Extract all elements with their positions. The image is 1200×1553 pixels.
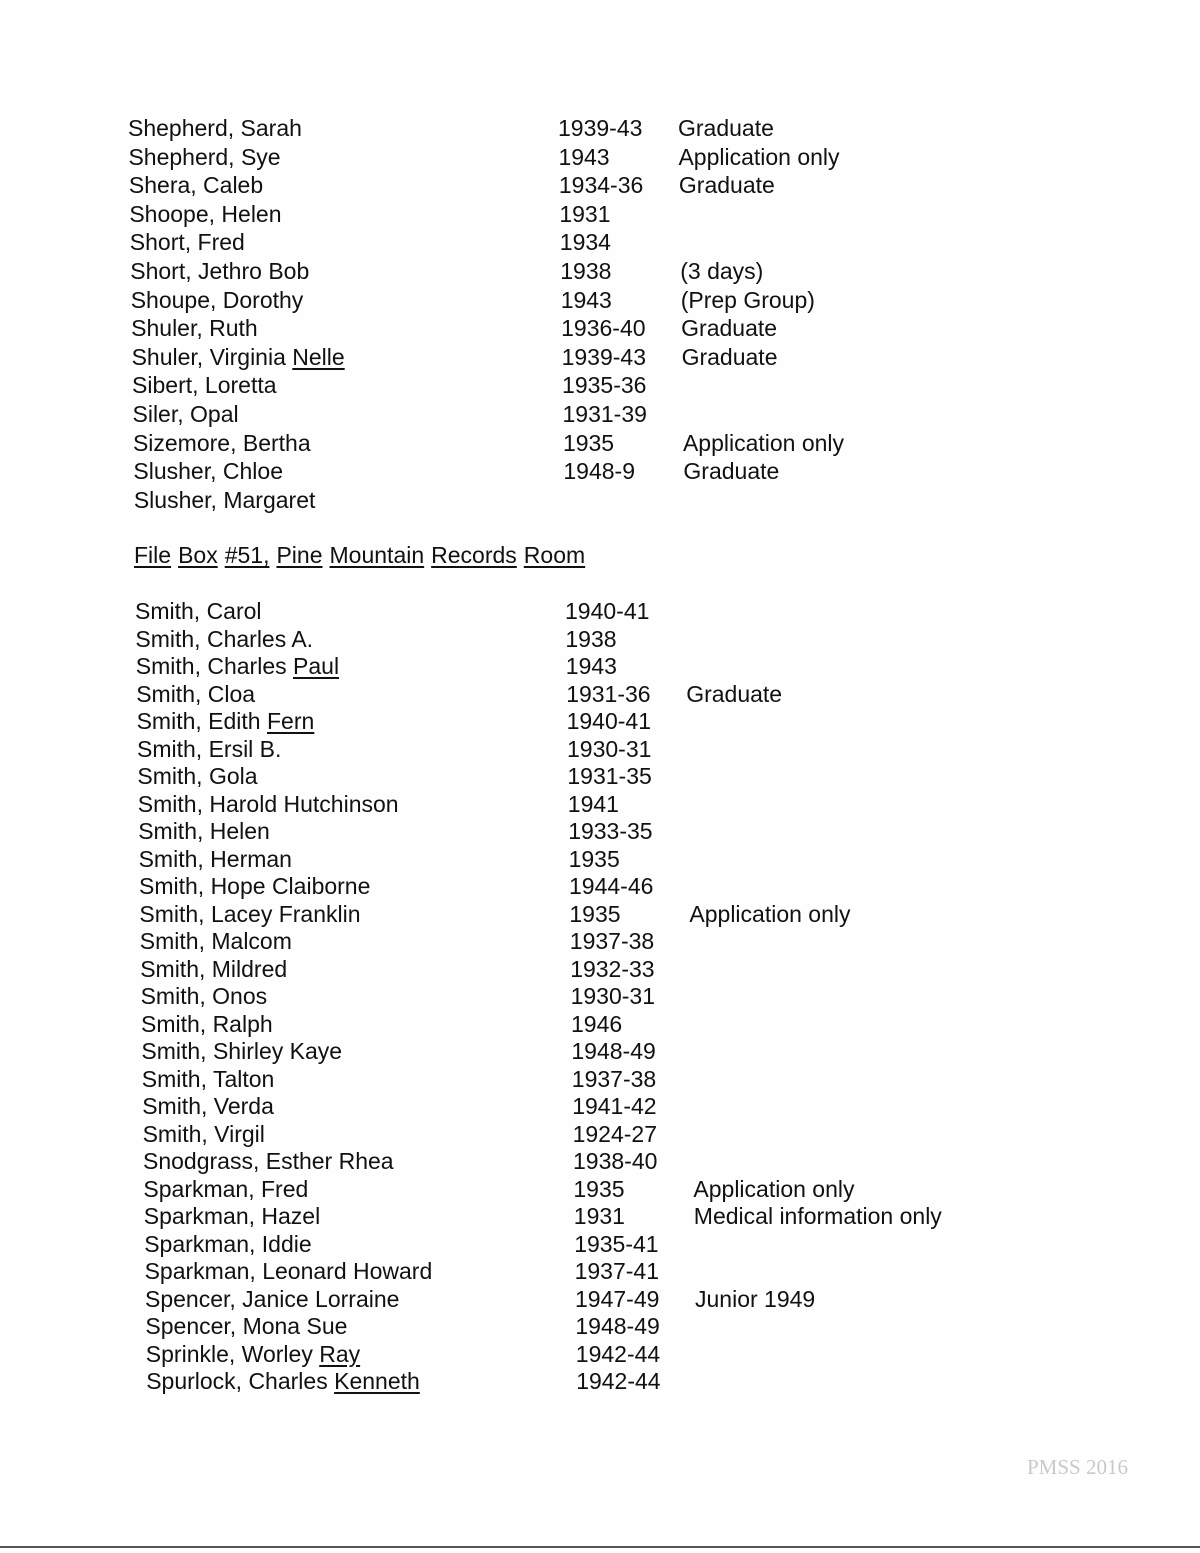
student-name: [132, 343, 345, 371]
student-name: [141, 1037, 342, 1065]
underlined-name: Fern: [266, 708, 315, 734]
underlined-name: Paul: [293, 653, 340, 679]
name-text: Sparkman, Hazel: [143, 1203, 321, 1229]
years: 1943: [558, 143, 610, 170]
years: 1931: [573, 1203, 625, 1229]
heading-word: #51,: [224, 542, 270, 568]
note: Junior 1949: [695, 1285, 816, 1312]
file-box-heading: [134, 540, 592, 570]
student-name: [133, 429, 311, 457]
years: 1942-44: [576, 1368, 661, 1394]
years: 1924-27: [572, 1120, 658, 1147]
name-text: Spencer, Janice Lorraine: [145, 1285, 400, 1312]
student-name: [146, 1340, 360, 1368]
name-text: Snodgrass, Esther Rhea: [143, 1148, 394, 1174]
student-name: [138, 817, 270, 845]
name-text: Shepherd, Sarah: [128, 115, 302, 141]
name-text: Smith, Shirley Kaye: [141, 1038, 343, 1064]
student-name: [136, 652, 339, 680]
student-name: [128, 114, 302, 142]
name-text: Slusher, Margaret: [133, 486, 316, 513]
student-name: [145, 1257, 433, 1285]
note: Graduate: [681, 343, 778, 370]
student-name: [143, 1120, 265, 1148]
name-text: Smith, Talton: [141, 1065, 275, 1092]
name-text: Shoupe, Dorothy: [130, 286, 304, 313]
note: Medical information only: [693, 1203, 942, 1229]
student-name: [135, 625, 313, 653]
student-name: [128, 143, 280, 171]
student-name: [143, 1147, 394, 1175]
name-text: Smith, Edith: [136, 708, 267, 734]
years: 1930-31: [570, 983, 656, 1009]
years: 1931-36: [566, 680, 651, 707]
name-text: Shuler, Ruth: [131, 315, 258, 342]
years: 1933-35: [568, 818, 653, 844]
years: 1940-41: [566, 708, 652, 734]
name-text: Sparkman, Leonard Howard: [144, 1258, 433, 1284]
name-text: Shuler, Virginia: [131, 343, 293, 370]
note: Graduate: [678, 115, 774, 141]
student-name: [139, 900, 360, 928]
note: Application only: [689, 900, 851, 927]
name-text: Sparkman, Fred: [143, 1175, 309, 1202]
years: 1937-38: [569, 928, 655, 954]
years: 1931: [559, 200, 611, 227]
heading-word: File: [134, 542, 172, 568]
student-name: [134, 486, 316, 514]
years: 1948-9: [563, 458, 636, 485]
student-name: [133, 400, 239, 428]
years: 1939-43: [561, 343, 647, 370]
student-name: [139, 872, 370, 900]
student-name: [138, 790, 399, 818]
name-text: Short, Fred: [129, 229, 245, 256]
student-name: [131, 286, 304, 314]
note: Application only: [682, 429, 845, 456]
name-text: Smith, Ersil B.: [137, 735, 282, 762]
years: 1938: [560, 258, 612, 284]
name-text: Sprinkle, Worley: [145, 1340, 320, 1367]
years: 1942-44: [575, 1340, 661, 1367]
heading-word: Room: [523, 542, 586, 568]
name-text: Sizemore, Bertha: [132, 429, 311, 456]
name-text: Spencer, Mona Sue: [145, 1313, 348, 1339]
page-edge: [0, 1546, 1200, 1548]
years: 1934-36: [558, 172, 644, 199]
name-text: Sibert, Loretta: [132, 372, 277, 399]
years: 1938: [565, 625, 617, 652]
heading-word: Mountain: [329, 542, 425, 568]
student-name: [135, 597, 262, 625]
note: Application only: [678, 143, 840, 170]
name-text: Slusher, Chloe: [133, 458, 283, 485]
name-text: Smith, Lacey Franklin: [139, 900, 361, 927]
name-text: Smith, Helen: [138, 818, 270, 844]
student-name: [129, 200, 281, 228]
note: Graduate: [681, 315, 778, 342]
student-name: [141, 1010, 273, 1038]
years: 1939-43: [558, 115, 643, 141]
name-text: Shoope, Helen: [129, 200, 282, 227]
years: 1938-40: [573, 1148, 658, 1174]
years: 1944-46: [569, 873, 654, 899]
name-text: Shepherd, Sye: [128, 143, 281, 170]
student-name: [140, 927, 292, 955]
name-text: Smith, Charles: [135, 653, 294, 679]
student-name: [130, 257, 309, 285]
name-text: Smith, Verda: [142, 1093, 274, 1119]
note: Graduate: [678, 172, 775, 199]
years: 1931-35: [567, 763, 652, 789]
student-name: [144, 1202, 320, 1230]
student-name: [137, 735, 281, 763]
student-name: [137, 707, 315, 735]
heading-word: Pine: [276, 542, 323, 568]
note: Graduate: [686, 680, 783, 707]
name-text: Short, Jethro Bob: [130, 258, 310, 284]
years: 1937-41: [574, 1258, 660, 1284]
name-text: Smith, Hope Claiborne: [139, 873, 371, 899]
years: 1943: [560, 286, 612, 313]
student-name: [139, 845, 292, 873]
name-text: Smith, Carol: [135, 598, 262, 624]
note: (Prep Group): [680, 286, 815, 313]
student-name: [136, 680, 255, 708]
student-name: [129, 171, 263, 199]
years: 1948-49: [575, 1313, 660, 1339]
years: 1948-49: [571, 1038, 656, 1064]
student-name: [132, 371, 276, 399]
years: 1947-49: [575, 1285, 660, 1312]
name-text: Smith, Herman: [138, 845, 292, 872]
years: 1935: [568, 845, 620, 872]
note: Application only: [693, 1175, 855, 1202]
years: 1935: [573, 1175, 625, 1202]
underlined-name: Kenneth: [334, 1368, 420, 1394]
name-text: Smith, Cloa: [136, 680, 256, 707]
name-text: Smith, Ralph: [141, 1010, 273, 1037]
student-name: [146, 1367, 420, 1395]
name-text: Smith, Malcom: [139, 928, 292, 954]
years: 1935-41: [574, 1230, 659, 1257]
note: (3 days): [680, 258, 764, 284]
years: 1931-39: [562, 401, 647, 427]
name-text: Smith, Charles A.: [135, 625, 314, 652]
name-text: Spurlock, Charles: [146, 1368, 335, 1394]
name-text: Siler, Opal: [132, 401, 239, 427]
student-name: [142, 1065, 275, 1093]
underlined-name: Ray: [319, 1340, 361, 1367]
name-text: Smith, Mildred: [140, 955, 288, 982]
student-name: [140, 955, 287, 983]
heading-word: Box: [178, 542, 218, 568]
student-name: [143, 1175, 308, 1203]
name-text: Shera, Caleb: [128, 172, 264, 199]
name-text: Smith, Gola: [137, 763, 258, 789]
years: 1930-31: [567, 735, 652, 762]
years: 1936-40: [561, 315, 646, 342]
years: 1935: [569, 900, 621, 927]
years: 1932-33: [570, 955, 655, 982]
student-name: [141, 982, 268, 1010]
student-name: [137, 762, 257, 790]
heading-word: Records: [431, 542, 517, 568]
name-text: Smith, Virgil: [142, 1120, 265, 1147]
name-text: Smith, Harold Hutchinson: [137, 790, 399, 817]
years: 1941-42: [572, 1093, 657, 1119]
watermark: PMSS 2016: [1027, 1455, 1128, 1479]
note: Graduate: [683, 458, 780, 485]
years: 1935-36: [562, 372, 647, 399]
years: 1940-41: [565, 598, 650, 624]
name-text: Sparkman, Iddie: [144, 1230, 312, 1257]
years: 1937-38: [571, 1065, 657, 1092]
years: 1935: [562, 429, 615, 456]
years: 1934: [559, 229, 611, 256]
student-name: [145, 1285, 399, 1313]
student-name: [142, 1092, 274, 1120]
student-name: [131, 314, 258, 342]
student-name: [145, 1312, 347, 1340]
student-name: [133, 457, 283, 485]
years: 1946: [571, 1010, 623, 1037]
underlined-name: Nelle: [292, 343, 345, 370]
years: 1941: [567, 790, 619, 817]
years: 1943: [565, 653, 617, 679]
student-name: [144, 1230, 311, 1258]
student-name: [130, 228, 245, 256]
name-text: Smith, Onos: [140, 983, 268, 1009]
